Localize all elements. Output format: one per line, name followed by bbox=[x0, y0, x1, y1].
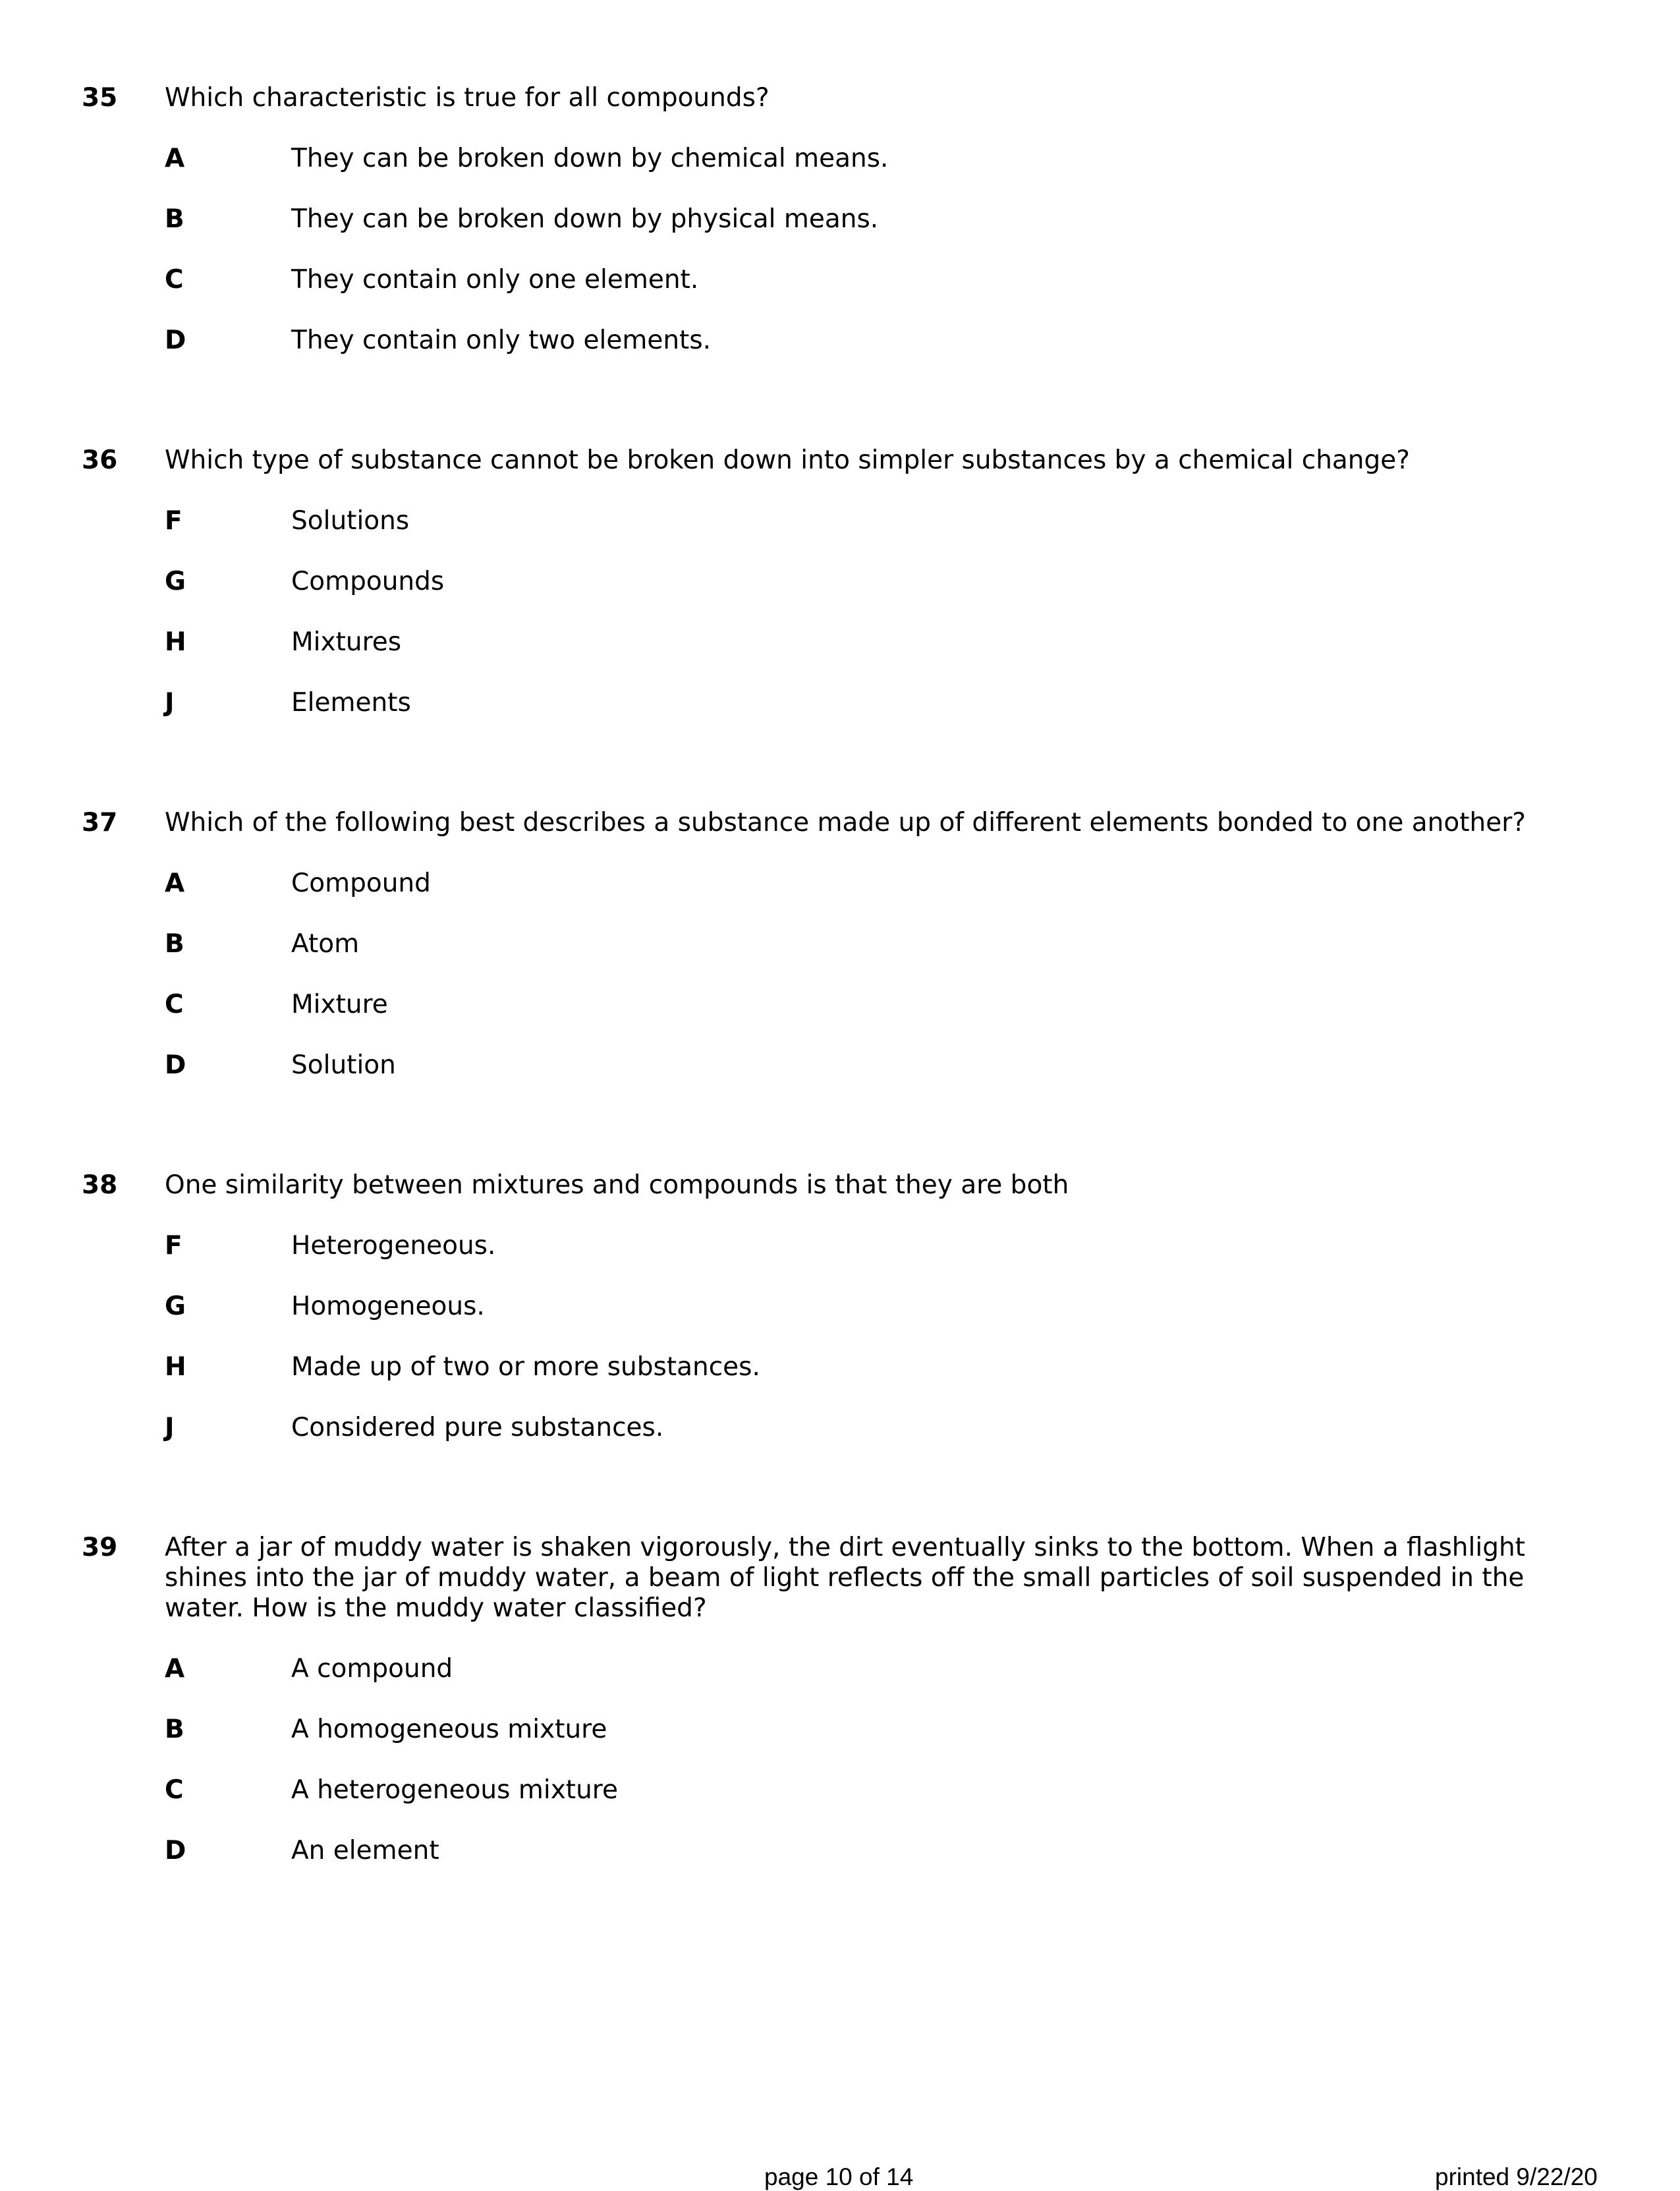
choice-letter: G bbox=[165, 567, 186, 596]
choice-letter: B bbox=[165, 929, 184, 959]
answer-choice-f[interactable] bbox=[0, 506, 1680, 536]
page-number: page 10 of 14 bbox=[764, 2163, 914, 2190]
answer-choice-d[interactable] bbox=[0, 326, 1680, 356]
answer-choice-c[interactable] bbox=[0, 1775, 1680, 1806]
choice-letter: D bbox=[165, 1050, 186, 1080]
choice-text: They can be broken down by chemical means. bbox=[291, 144, 889, 173]
answer-choice-d[interactable] bbox=[0, 1050, 1680, 1081]
question-text: Which type of substance cannot be broken down into simpler substances by a chemical change? bbox=[165, 445, 1410, 475]
answer-choice-a[interactable] bbox=[0, 868, 1680, 899]
printed-date: printed 9/22/20 bbox=[1435, 2163, 1598, 2190]
choice-letter: G bbox=[165, 1292, 186, 1321]
choice-letter: C bbox=[165, 990, 184, 1019]
choice-text: They can be broken down by physical means. bbox=[291, 204, 879, 234]
answer-choice-g[interactable] bbox=[0, 567, 1680, 597]
question-text: Which characteristic is true for all compounds? bbox=[165, 83, 770, 113]
choice-letter: F bbox=[165, 506, 182, 536]
choice-text: Atom bbox=[291, 929, 360, 959]
choice-text: Compound bbox=[291, 868, 431, 898]
answer-choice-a[interactable] bbox=[0, 1654, 1680, 1684]
choice-text: A homogeneous mixture bbox=[291, 1715, 607, 1744]
answer-choice-g[interactable] bbox=[0, 1292, 1680, 1322]
question-text: One similarity between mixtures and compounds is that they are both bbox=[165, 1170, 1069, 1200]
question-number: 39 bbox=[82, 1533, 118, 1562]
question-number: 38 bbox=[82, 1170, 118, 1200]
answer-choice-j[interactable] bbox=[0, 688, 1680, 718]
question-number: 35 bbox=[82, 83, 118, 113]
answer-choice-h[interactable] bbox=[0, 1352, 1680, 1382]
choice-text: Considered pure substances. bbox=[291, 1413, 664, 1442]
choice-text: Mixture bbox=[291, 990, 388, 1019]
answer-choice-h[interactable] bbox=[0, 627, 1680, 658]
answer-choice-b[interactable] bbox=[0, 929, 1680, 959]
choice-letter: H bbox=[165, 1352, 186, 1382]
choice-letter: H bbox=[165, 627, 186, 657]
choice-text: Homogeneous. bbox=[291, 1292, 485, 1321]
choice-text: Heterogeneous. bbox=[291, 1231, 496, 1261]
answer-choice-f[interactable] bbox=[0, 1231, 1680, 1261]
choice-letter: A bbox=[165, 868, 185, 898]
choice-text: A heterogeneous mixture bbox=[291, 1775, 618, 1805]
choice-letter: J bbox=[165, 1413, 175, 1442]
choice-text: Compounds bbox=[291, 567, 445, 596]
choice-text: Solutions bbox=[291, 506, 410, 536]
choice-text: They contain only one element. bbox=[291, 265, 699, 295]
answer-choice-a[interactable] bbox=[0, 144, 1680, 174]
answer-choice-j[interactable] bbox=[0, 1413, 1680, 1443]
question-text: Which of the following best describes a substance made up of different elements bonded to one another? bbox=[165, 808, 1526, 838]
choice-letter: F bbox=[165, 1231, 182, 1261]
choice-letter: C bbox=[165, 1775, 184, 1805]
choice-text: Mixtures bbox=[291, 627, 402, 657]
choice-letter: C bbox=[165, 265, 184, 295]
answer-choice-b[interactable] bbox=[0, 204, 1680, 235]
choice-letter: A bbox=[165, 1654, 185, 1684]
question-number: 37 bbox=[82, 808, 118, 838]
choice-letter: B bbox=[165, 204, 184, 234]
answer-choice-b[interactable] bbox=[0, 1715, 1680, 1745]
choice-text: Solution bbox=[291, 1050, 396, 1080]
choice-text: A compound bbox=[291, 1654, 453, 1684]
answer-choice-c[interactable] bbox=[0, 265, 1680, 295]
question-number: 36 bbox=[82, 445, 118, 475]
choice-text: Elements bbox=[291, 688, 411, 718]
choice-letter: D bbox=[165, 1836, 186, 1865]
choice-letter: A bbox=[165, 144, 185, 173]
choice-text: An element bbox=[291, 1836, 439, 1865]
choice-letter: J bbox=[165, 688, 175, 718]
choice-text: They contain only two elements. bbox=[291, 326, 712, 355]
answer-choice-c[interactable] bbox=[0, 990, 1680, 1020]
choice-letter: D bbox=[165, 326, 186, 355]
choice-text: Made up of two or more substances. bbox=[291, 1352, 760, 1382]
question-text: After a jar of muddy water is shaken vigorously, the dirt eventually sinks to the bottom. When a flashlight shines into the jar of muddy water, a beam of light reflects off the small particles of soil suspended in the water. How is the muddy water classified? bbox=[165, 1533, 1525, 1623]
answer-choice-d[interactable] bbox=[0, 1836, 1680, 1866]
choice-letter: B bbox=[165, 1715, 184, 1744]
